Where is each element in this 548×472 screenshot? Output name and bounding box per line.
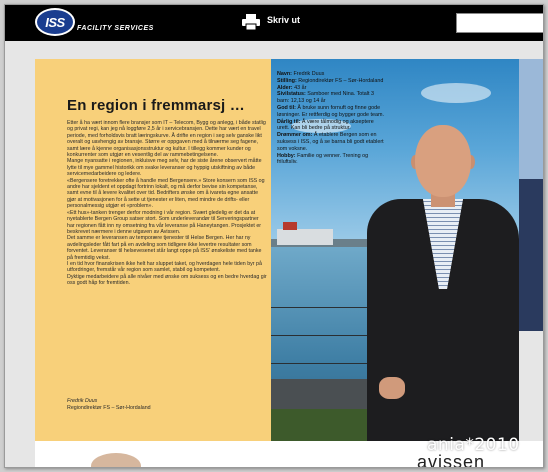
profile-row — [277, 71, 387, 78]
person-hand — [379, 377, 405, 399]
profile-row — [277, 91, 387, 105]
print-button[interactable]: Skriv ut — [267, 15, 301, 25]
profile-label: Hobby: — [277, 152, 296, 159]
brand-subtitle: FACILITY SERVICES — [77, 25, 154, 32]
profile-row — [277, 119, 387, 133]
profile-value: Fredrik Duus — [293, 71, 325, 77]
profile-value: 43 år — [294, 84, 307, 91]
profile-label: Dårlig til: — [277, 118, 301, 125]
screenshot-frame — [4, 4, 544, 468]
profile-row — [277, 78, 387, 85]
article-paragraph: Etter å ha vært innom flere bransjer som IT – Telecom, Bygg og anlegg, i både statlig og privat regi, kan jeg nå loggføre 2,5 år i servicebransjen. Dette har vært en travel periode, med forholdsvis bratt læringskurve. Å drifte en region i seg selv ganske likt overalt og uavhengig av bransje. Større er oppgaven med å tilnærme seg fagene, samt lære å kjenne organisasjonsstruktur og kultur. I tillegg kommer kunder og konkurrenter som utgjør en vesentlig del av rammebetingelsene. — [67, 120, 266, 159]
profile-value: Samboer med Nina. Totalt 3 barn: 12,13 og 14 år — [277, 91, 374, 105]
photo-ship-deck — [283, 222, 297, 230]
article-headline: En region i fremmarsj … — [67, 97, 245, 114]
profile-label: Drømmer om: — [277, 132, 313, 139]
iss-logo[interactable] — [35, 8, 75, 36]
next-article-heading: avissen — [417, 452, 486, 468]
profile-label: Stilling: — [277, 77, 297, 84]
profile-row — [277, 132, 387, 152]
photo-ship — [277, 229, 333, 245]
article-paragraph: Dyktige medarbeidere på alle nivåer med ønske om suksess og en bedre hverdag gir oss godt håp for fremtiden. — [67, 273, 267, 287]
profile-row — [277, 105, 387, 119]
person-head — [415, 125, 471, 197]
profile-label: God til: — [277, 104, 296, 111]
photo-cloud — [421, 83, 491, 103]
profile-value: Å være tålmodig og akseptere urett. Kan bli bedre på struktur. — [277, 118, 374, 132]
profile-value: Å etablere Bergen som en suksess i ISS, og å se barna bli godt etablert som voksne. — [277, 132, 384, 152]
profile-row — [277, 85, 387, 92]
article-paragraph: I en tid hvor finanskrisen ikke helt har sluppet taket, og hverdagen hele tiden byr på utfordringer, fremstår vår region som samlet, stabil og kompetent. — [67, 260, 262, 274]
top-bar — [5, 5, 544, 41]
article-paragraph: «Bergensere foretrekker ofte å handle med Bergensere.» Store konsern som ISS og andre har sjeldent et oppdagt fortrinn lokalt, og må derfor bevise sin kompetanse, samt evne til å levere kvalitet over tid. Bedrifters ønske om å ivareta egne ansatte gjør at motivasjonen for å sette ut tjenester er liten, med mindre de drifts- eller personalmessig utgjør et «problem». — [67, 177, 265, 210]
signature-title: Regiondirektør FS – Sør-Hordaland — [67, 405, 151, 411]
profile-value: Regiondirektør FS – Sør-Hordaland — [298, 77, 384, 84]
signature-name: Fredrik Duus — [67, 398, 98, 404]
profile-label: Sivilstatus: — [277, 91, 306, 98]
profile-row — [277, 153, 387, 167]
profile-value: Familie og venner. Trening og friluftsliv. — [277, 152, 369, 166]
article-signature — [67, 398, 151, 412]
logo-text: ISS — [45, 14, 65, 30]
profile-label: Navn: — [277, 71, 292, 77]
article-paragraph: «Ett hus»-tanken trenger derfor modning i vår region. Svært gledelig er det da at nyetablerte Bergen Group satser stort. Som underleverandør til Serveringspartner har regionen fått inn ny omsetning fra vår leveranse på Haneytangen. Prosjektet er beskrevet nærmere i denne utgaven av Avissen. — [67, 209, 262, 235]
printer-icon[interactable] — [241, 13, 261, 31]
search-input[interactable] — [456, 13, 544, 33]
article-body — [67, 120, 267, 287]
photo-watermark: ania*2010 — [427, 435, 520, 455]
article-paragraph: Mange nyansatte i regionen, inkluisve meg selv, har de siste årene observert måtte lytte til mye gammel historikk om svake leveranser og hyppig utskiftning av både servicemedarbeidere og ledere. — [67, 158, 262, 178]
article-paragraph: Det samme er leveransen av temporære tjenester til Helse Bergen. Her har ny avdelingsleder fått fart på en avdeling som tidligere ikke levertre resultater som forventet. Leveranser til helsevesenet står langt oppe på ISS' ønskeliste med tanke på fremtidig vekst. — [67, 235, 262, 261]
profile-label: Alder: — [277, 84, 293, 91]
next-page-strip-top — [519, 59, 544, 179]
profile-box — [277, 71, 387, 166]
profile-value: Å bruke sunn fornuft og finne gode løsninger. Er rettferdig og bygger gode team. — [277, 104, 384, 118]
